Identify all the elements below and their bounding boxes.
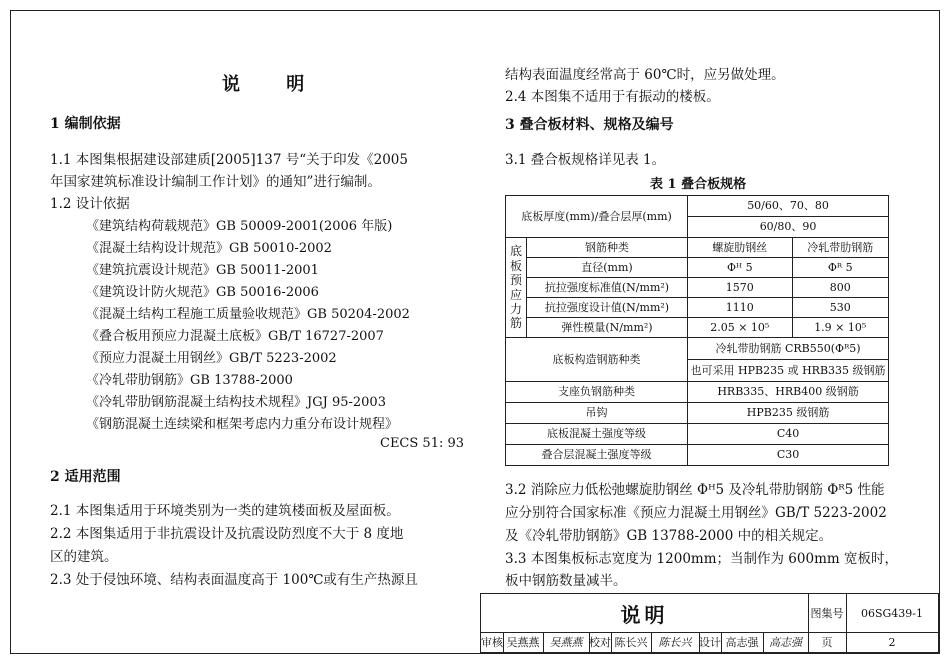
reference-cecs: CECS 51: 93 — [380, 436, 465, 451]
para-3-3-line1: 3.3 本图集板标志宽度为 1200mm；当制作为 600mm 宽板时， — [505, 551, 898, 567]
row-label: 抗拉强度设计值(N/mm²) — [526, 298, 687, 318]
thickness-value-2: 60/80、90 — [688, 217, 889, 238]
side-char: 预 — [509, 273, 522, 288]
para-3-2-line2: 应分别符合国家标准《预应力混凝土用钢丝》GB/T 5223-2002 — [505, 505, 887, 521]
reference-item: 《冷轧带肋钢筋》GB 13788-2000 — [86, 373, 293, 388]
reference-item: 《混凝土结构设计规范》GB 50010-2002 — [86, 241, 332, 256]
col-cold: 冷轧带肋钢筋 — [792, 238, 888, 258]
reference-item: 《叠合板用预应力混凝土底板》GB/T 16727-2007 — [86, 329, 384, 344]
side-char: 板 — [509, 258, 522, 273]
page-label: 页 — [808, 632, 847, 653]
para-3-2-line3: 及《冷轧带肋钢筋》GB 13788-2000 中的相关规定。 — [505, 528, 833, 544]
type-label: 钢筋种类 — [526, 238, 687, 258]
design-name: 高志强 — [721, 632, 764, 653]
hook-label: 吊钩 — [506, 403, 688, 424]
reference-item: 《建筑设计防火规范》GB 50016-2006 — [86, 285, 319, 300]
side-char: 力 — [509, 301, 522, 316]
para-3-3-line2: 板中钢筋数量减半。 — [505, 573, 627, 589]
para-2-3-line1: 2.3 处于侵蚀环境、结构表面温度高于 100℃或有生产热源且 — [50, 572, 418, 588]
base-concrete-label: 底板混凝土强度等级 — [506, 424, 688, 445]
reference-item: 《建筑抗震设计规范》GB 50011-2001 — [86, 263, 319, 278]
row-spiral-value: 1570 — [688, 278, 792, 298]
side-char: 筋 — [509, 316, 522, 331]
row-cold-value: 530 — [792, 298, 888, 318]
row-label: 直径(mm) — [526, 258, 687, 278]
check-signature: 陈长兴 — [651, 632, 700, 653]
review-name: 吴燕燕 — [503, 632, 544, 653]
support-value: HRB335、HRB400 级钢筋 — [688, 382, 889, 403]
para-1-1-line1: 1.1 本图集根据建设部建质[2005]137 号“关于印发《2005 — [50, 152, 408, 168]
row-cold-value: Φᴿ 5 — [792, 258, 888, 278]
row-label: 弹性模量(N/mm²) — [526, 318, 687, 338]
para-1-1-line2: 年国家建筑标准设计编制工作计划》的通知”进行编制。 — [50, 174, 381, 190]
row-cold-value: 800 — [792, 278, 888, 298]
row-spiral-value: 2.05 × 10⁵ — [688, 318, 792, 338]
para-2-4: 2.4 本图集不适用于有振动的楼板。 — [505, 89, 720, 105]
para-2-2-line1: 2.2 本图集适用于非抗震设计及抗震设防烈度不大于 8 度地 — [50, 526, 404, 542]
check-name: 陈长兴 — [611, 632, 652, 653]
hook-value: HPB235 级钢筋 — [688, 403, 889, 424]
col-spiral: 螺旋肋钢丝 — [688, 238, 792, 258]
section-3-heading: 3 叠合板材料、规格及编号 — [505, 117, 674, 133]
construct-value-2: 也可采用 HPB235 或 HRB335 级钢筋 — [688, 360, 889, 382]
thickness-value-1: 50/60、70、80 — [688, 196, 889, 217]
atlas-number: 06SG439-1 — [846, 594, 939, 633]
title-block — [480, 593, 939, 653]
section-1-heading: 1 编制依据 — [50, 116, 121, 132]
table-caption: 表 1 叠合板规格 — [650, 177, 747, 192]
row-label: 抗拉强度标准值(N/mm²) — [526, 278, 687, 298]
para-2-1: 2.1 本图集适用于环境类别为一类的建筑楼面板及屋面板。 — [50, 503, 400, 519]
para-3-2-line1: 3.2 消除应力低松弛螺旋肋钢丝 Φᴴ5 及冷轧带肋钢筋 Φᴿ5 性能 — [505, 482, 885, 498]
construct-label: 底板构造钢筋种类 — [506, 338, 688, 382]
thickness-label: 底板厚度(mm)/叠合层厚(mm) — [506, 196, 688, 238]
prestress-side-label — [506, 238, 527, 338]
check-label: 校对 — [589, 632, 612, 653]
para-1-2: 1.2 设计依据 — [50, 196, 130, 212]
reference-item: 《混凝土结构工程施工质量验收规范》GB 50204-2002 — [86, 307, 410, 322]
row-spiral-value: 1110 — [688, 298, 792, 318]
section-2-heading: 2 适用范围 — [50, 469, 121, 485]
titleblock-title: 说明 — [481, 594, 809, 633]
row-spiral-value: Φᴴ 5 — [688, 258, 792, 278]
row-cold-value: 1.9 × 10⁵ — [792, 318, 888, 338]
page-title: 说 明 — [222, 74, 325, 95]
para-2-2-line2: 区的建筑。 — [50, 549, 118, 565]
top-concrete-label: 叠合层混凝土强度等级 — [506, 445, 688, 466]
reference-item: 《钢筋混凝土连续梁和框架考虑内力重分布设计规程》 — [86, 417, 399, 432]
side-char: 底 — [509, 244, 522, 259]
atlas-label: 图集号 — [808, 594, 847, 633]
review-signature: 吴燕燕 — [543, 632, 590, 653]
construct-value-1: 冷轧带肋钢筋 CRB550(Φᴿ5) — [688, 338, 889, 360]
reference-item: 《预应力混凝土用钢丝》GB/T 5223-2002 — [86, 351, 337, 366]
para-2-3-line2: 结构表面温度经常高于 60℃时，应另做处理。 — [505, 67, 785, 83]
page-number: 2 — [846, 632, 939, 653]
reference-item: 《建筑结构荷载规范》GB 50009-2001(2006 年版) — [86, 219, 393, 234]
support-label: 支座负钢筋种类 — [506, 382, 688, 403]
review-label: 审核 — [481, 632, 504, 653]
design-label: 设计 — [699, 632, 722, 653]
side-char: 应 — [509, 287, 522, 302]
base-concrete-value: C40 — [688, 424, 889, 445]
reference-item: 《冷轧带肋钢筋混凝土结构技术规程》JGJ 95-2003 — [86, 395, 386, 410]
design-signature: 高志强 — [763, 632, 809, 653]
spec-table — [505, 195, 889, 466]
top-concrete-value: C30 — [688, 445, 889, 466]
para-3-1: 3.1 叠合板规格详见表 1。 — [505, 152, 666, 168]
